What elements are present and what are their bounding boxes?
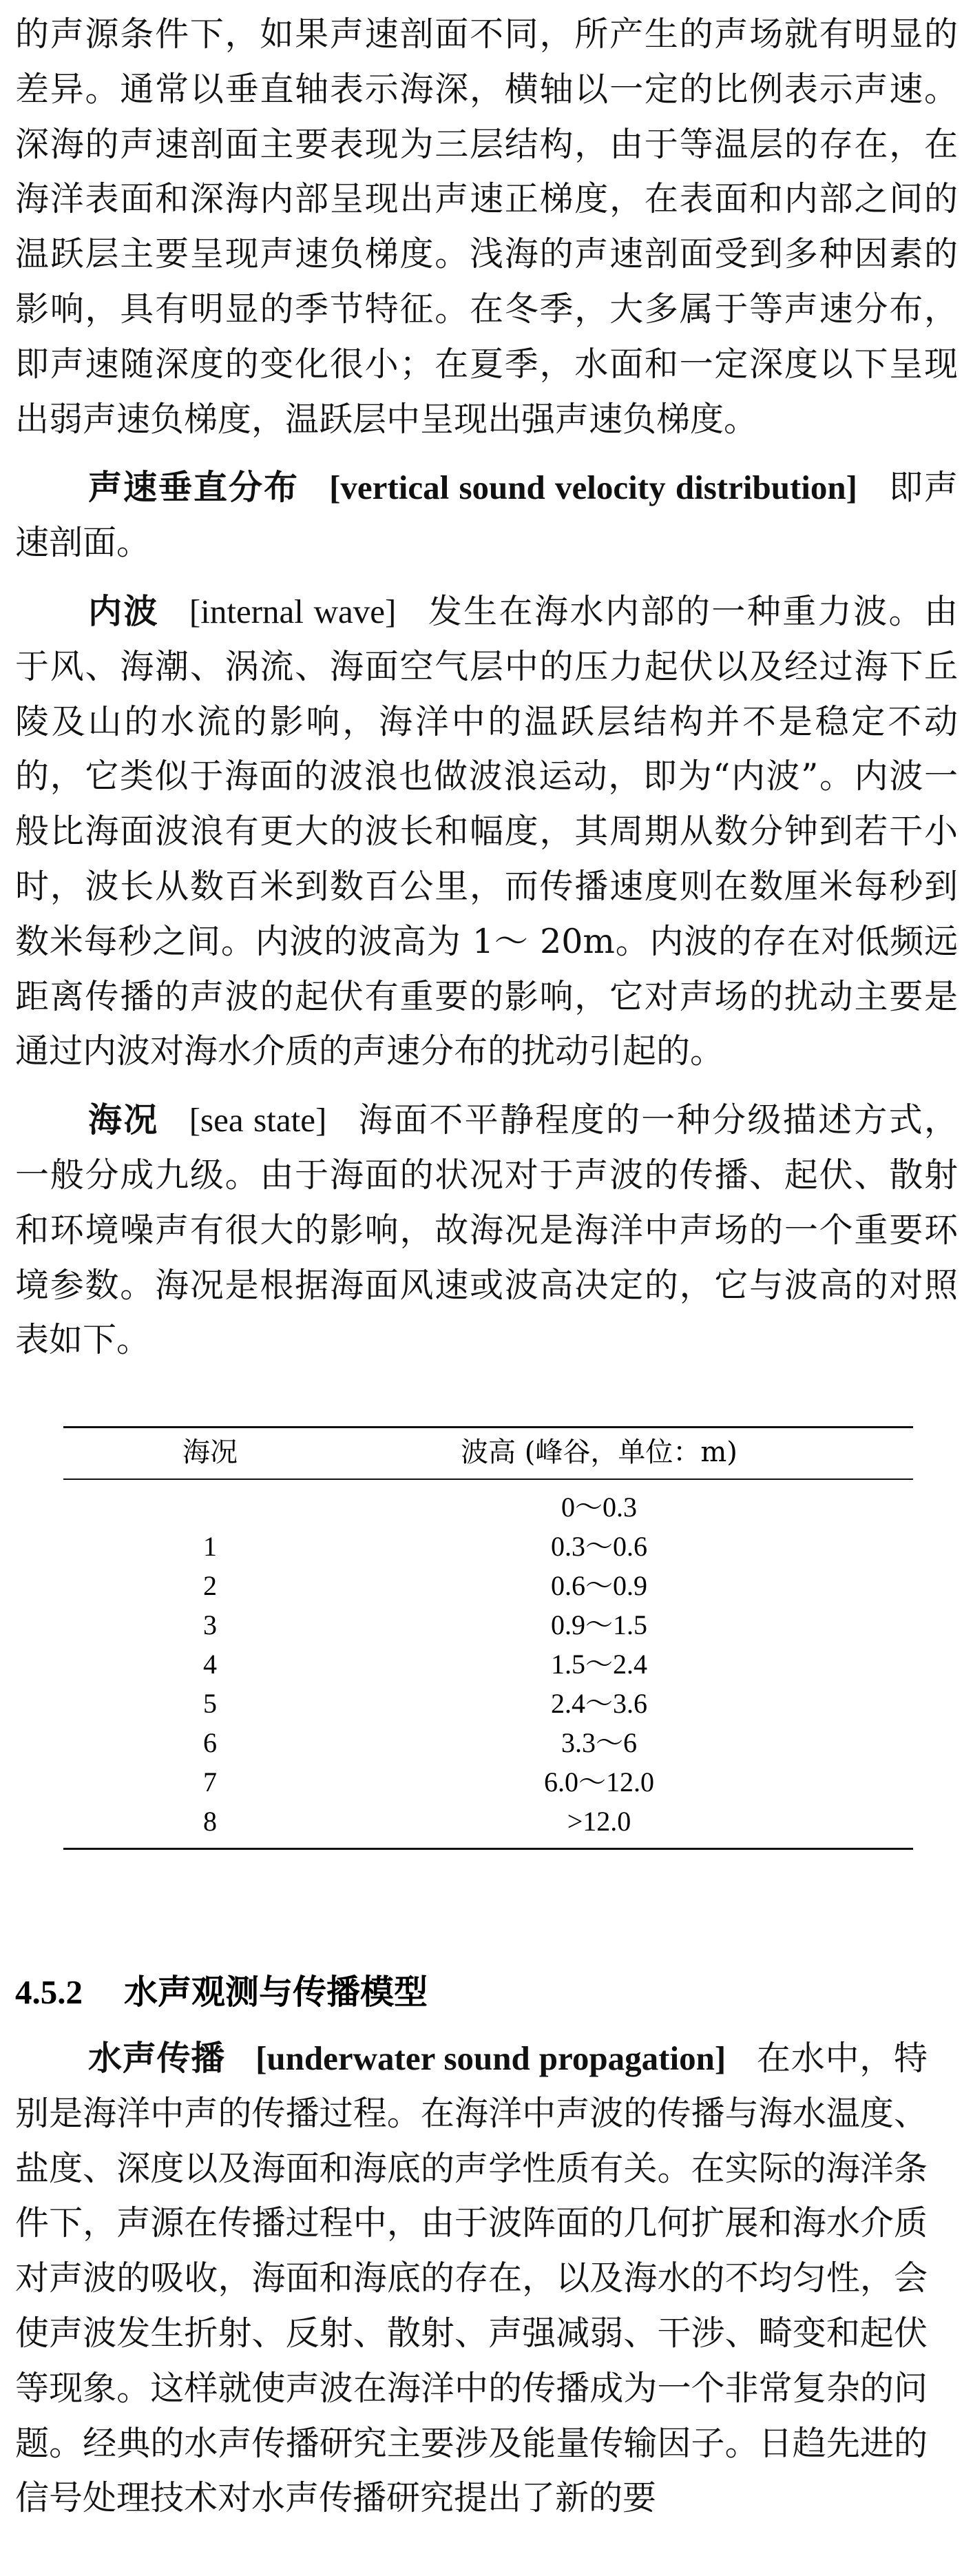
table-row-8-col-1: 8	[203, 1806, 217, 1837]
table-row-0-col-2: 0～0.3	[561, 1492, 637, 1523]
intro-paragraph: 的声源条件下，如果声速剖面不同，所产生的声场就有明显的差异。通常以垂直轴表示海深，横轴以一定的比例表示声速。深海的声速剖面主要表现为三层结构，由于等温层的存在，在海洋表面和深海内部呈现出声速正梯度，在表面和内部之间的温跃层主要呈现声速负梯度。浅海的声速剖面受到多种因素的影响，具有明显的季节特征。在冬季，大多属于等声速分布，即声速随深度的变化很小；在夏季，水面和一定深度以下呈现出弱声速负梯度，温跃层中呈现出强声速负梯度。	[15, 14, 958, 439]
table-row-3-col-1: 3	[203, 1609, 217, 1640]
entry-internal-wave	[15, 584, 958, 1079]
section-title: 水声观测与传播模型	[124, 1972, 428, 2012]
section-heading	[15, 1965, 428, 2020]
table-row-1-col-2: 0.3～0.6	[551, 1531, 647, 1562]
entry-definition: 即声速剖面。	[15, 468, 958, 563]
entry-term: 声速垂直分布	[88, 468, 300, 508]
entry-english-term: [internal wave]	[189, 592, 397, 630]
table-row-8-col-2: >12.0	[567, 1806, 631, 1837]
entry-underwater-sound-propagation	[15, 2031, 928, 2526]
table-header-rule	[63, 1478, 913, 1480]
table-row-1-col-1: 1	[203, 1531, 217, 1562]
entry-term: 内波	[88, 591, 159, 631]
table-row-4-col-2: 1.5～2.4	[551, 1649, 647, 1680]
entry-definition: 海面不平静程度的一种分级描述方式，一般分成九级。由于海面的状况对于声波的传播、起伏、散射和环境噪声有很大的影响，故海况是海洋中声场的一个重要环境参数。海况是根据海面风速或波高决定的，它与波高的对照表如下。	[15, 1100, 958, 1360]
table-row-3-col-2: 0.9～1.5	[551, 1609, 647, 1640]
entry-term: 海况	[88, 1100, 159, 1140]
table-row-5-col-2: 2.4～3.6	[551, 1688, 647, 1719]
entry-definition: 在水中，特别是海洋中声的传播过程。在海洋中声波的传播与海水温度、盐度、深度以及海面和海底的声学性质有关。在实际的海洋条件下，声源在传播过程中，由于波阵面的几何扩展和海水介质对声波的吸收，海面和海底的存在，以及海水的不均匀性，会使声波发生折射、反射、散射、声强减弱、干涉、畸变和起伏等现象。这样就使声波在海洋中的传播成为一个非常复杂的问题。经典的水声传播研究主要涉及能量传输因子。日趋先进的信号处理技术对水声传播研究提出了新的要	[15, 2039, 928, 2518]
table-header-sea-state: 海况	[182, 1436, 238, 1468]
entry-english-term: [sea state]	[189, 1101, 327, 1140]
entry-sea-state	[15, 1093, 958, 1368]
table-bottom-rule	[63, 1848, 913, 1850]
section-number: 4.5.2	[15, 1973, 83, 2011]
entry-english-term: [vertical sound velocity distribution]	[329, 468, 857, 507]
section-body	[0, 2031, 943, 2526]
table-row-2-col-1: 2	[203, 1570, 217, 1601]
table-row-5-col-1: 5	[203, 1688, 217, 1719]
entry-term: 水声传播	[88, 2039, 226, 2078]
table-top-rule	[63, 1426, 913, 1428]
table-row-7-col-1: 7	[203, 1766, 217, 1797]
table-header-wave-height: 波高 (峰谷，单位：m)	[461, 1436, 737, 1468]
entry-vertical-sound-velocity	[15, 460, 958, 570]
table-row-4-col-1: 4	[203, 1649, 217, 1680]
table-row-6-col-1: 6	[203, 1727, 217, 1758]
table-row-6-col-2: 3.3～6	[561, 1727, 637, 1758]
table-row-7-col-2: 6.0～12.0	[544, 1766, 654, 1797]
entry-definition: 发生在海水内部的一种重力波。由于风、海潮、涡流、海面空气层中的压力起伏以及经过海下丘陵及山的水流的影响，海洋中的温跃层结构并不是稳定不动的，它类似于海面的波浪也做波浪运动，即为“内波”。内波一般比海面波浪有更大的波长和幅度，其周期从数分钟到若干小时，波长从数百米到数百公里，而传播速度则在数厘米每秒到数米每秒之间。内波的波高为 1～ 20m。内波的存在对低频远距离传播的声波的起伏有重要的影响，它对声场的扰动主要是通过内波对海水介质的声速分布的扰动引起的。	[15, 591, 958, 1071]
table-row-2-col-2: 0.6～0.9	[551, 1570, 647, 1601]
entry-english-term: [underwater sound propagation]	[255, 2039, 726, 2077]
